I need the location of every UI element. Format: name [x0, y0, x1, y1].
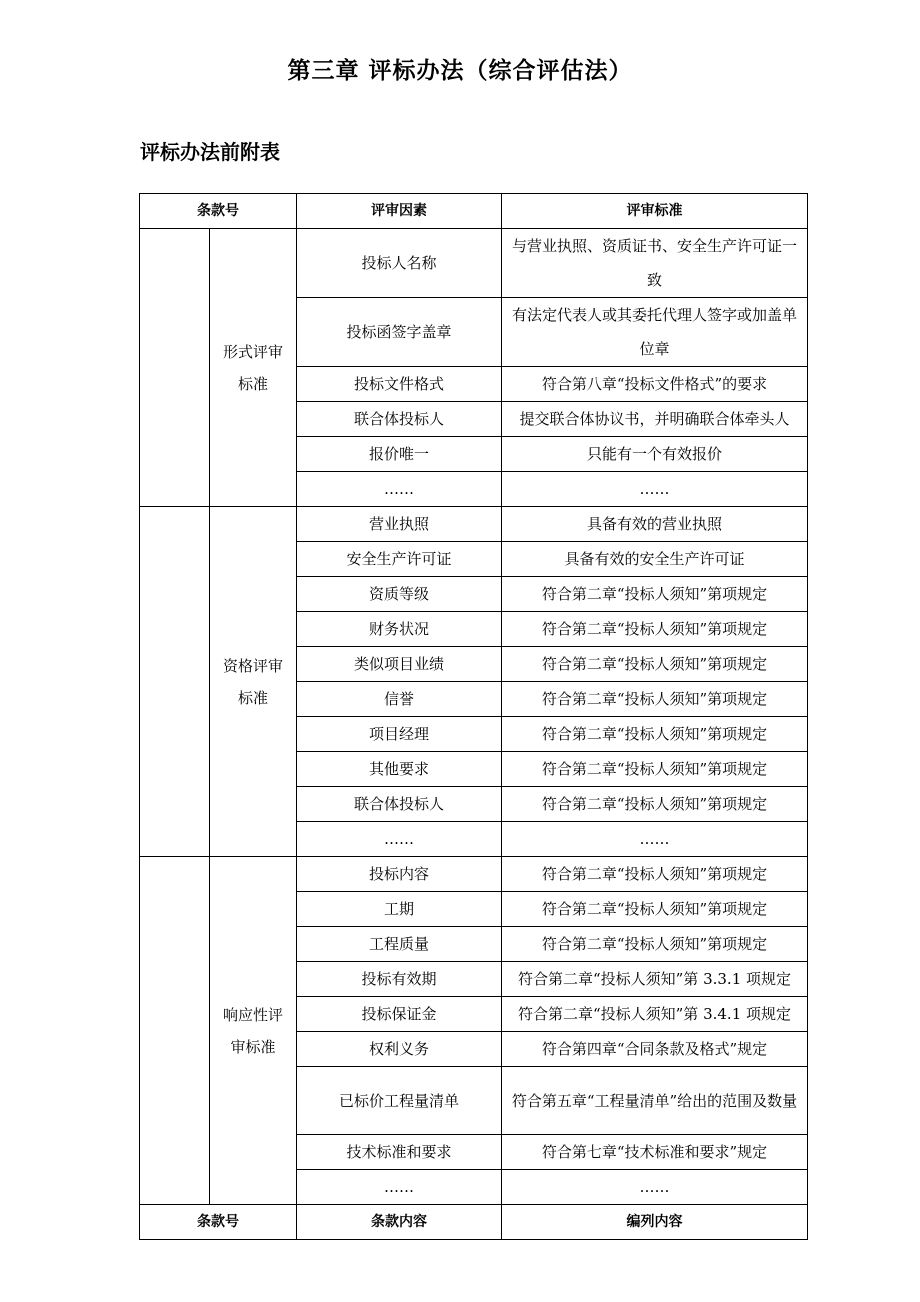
standard-cell: 符合第四章“合同条款及格式”规定: [502, 1032, 808, 1067]
footer-clause-no: 条款号: [140, 1205, 297, 1240]
factor-cell: 投标文件格式: [297, 367, 502, 402]
category-label: 响应性评 审标准: [222, 1005, 283, 1056]
standard-cell: 提交联合体协议书，并明确联合体牵头人: [502, 402, 808, 437]
factor-cell: 安全生产许可证: [297, 542, 502, 577]
standard-cell: 符合第二章“投标人须知”第项规定: [502, 752, 808, 787]
standard-cell: 符合第二章“投标人须知”第项规定: [502, 857, 808, 892]
standard-cell: 符合第五章“工程量清单”给出的范围及数量: [502, 1067, 808, 1135]
factor-cell: 信誉: [297, 682, 502, 717]
factor-cell: 联合体投标人: [297, 402, 502, 437]
table-caption: 评标办法前附表: [140, 140, 280, 164]
standard-cell: 符合第二章“投标人须知”第项规定: [502, 682, 808, 717]
factor-cell: 已标价工程量清单: [297, 1067, 502, 1135]
standard-cell: 符合第二章“投标人须知”第项规定: [502, 927, 808, 962]
factor-cell: 投标有效期: [297, 962, 502, 997]
standard-cell: ……: [502, 822, 808, 857]
clause-no-cell-qualification: [140, 507, 210, 857]
category-label: 资格评审 标准: [222, 656, 283, 707]
category-qualification: [210, 507, 297, 857]
standard-cell: 符合第二章“投标人须知”第项规定: [502, 892, 808, 927]
standard-cell: 与营业执照、资质证书、安全生产许可证一致: [502, 229, 808, 298]
factor-cell: 资质等级: [297, 577, 502, 612]
header-factor: 评审因素: [297, 194, 502, 229]
standard-cell: 具备有效的安全生产许可证: [502, 542, 808, 577]
standard-cell: 符合第二章“投标人须知”第 3.3.1 项规定: [502, 962, 808, 997]
standard-cell: 符合第二章“投标人须知”第 3.4.1 项规定: [502, 997, 808, 1032]
header-clause-no: 条款号: [140, 194, 297, 229]
standard-cell: 符合第二章“投标人须知”第项规定: [502, 647, 808, 682]
footer-listed-content: 编列内容: [502, 1205, 808, 1240]
factor-cell: 联合体投标人: [297, 787, 502, 822]
factor-cell: 技术标准和要求: [297, 1135, 502, 1170]
factor-cell: 类似项目业绩: [297, 647, 502, 682]
standard-cell: 符合第二章“投标人须知”第项规定: [502, 577, 808, 612]
evaluation-table: [139, 193, 808, 1240]
factor-cell: 工期: [297, 892, 502, 927]
clause-no-cell-responsive: [140, 857, 210, 1205]
clause-no-cell-formal: [140, 229, 210, 507]
factor-cell: 投标保证金: [297, 997, 502, 1032]
factor-cell: 财务状况: [297, 612, 502, 647]
factor-cell: 投标人名称: [297, 229, 502, 298]
factor-cell: 投标内容: [297, 857, 502, 892]
category-formal: [210, 229, 297, 507]
standard-cell: 有法定代表人或其委托代理人签字或加盖单位章: [502, 298, 808, 367]
footer-clause-content: 条款内容: [297, 1205, 502, 1240]
standard-cell: 只能有一个有效报价: [502, 437, 808, 472]
factor-cell: 权利义务: [297, 1032, 502, 1067]
factor-cell: 其他要求: [297, 752, 502, 787]
standard-cell: 符合第二章“投标人须知”第项规定: [502, 612, 808, 647]
standard-cell: 符合第二章“投标人须知”第项规定: [502, 787, 808, 822]
factor-cell: 项目经理: [297, 717, 502, 752]
standard-cell: ……: [502, 1170, 808, 1205]
factor-cell: 投标函签字盖章: [297, 298, 502, 367]
factor-cell: 营业执照: [297, 507, 502, 542]
standard-cell: ……: [502, 472, 808, 507]
standard-cell: 符合第七章“技术标准和要求”规定: [502, 1135, 808, 1170]
standard-cell: 具备有效的营业执照: [502, 507, 808, 542]
factor-cell: 报价唯一: [297, 437, 502, 472]
page-title: 第三章 评标办法（综合评估法）: [287, 58, 633, 84]
factor-cell: 工程质量: [297, 927, 502, 962]
factor-cell: ……: [297, 822, 502, 857]
standard-cell: 符合第二章“投标人须知”第项规定: [502, 717, 808, 752]
factor-cell: ……: [297, 472, 502, 507]
standard-cell: 符合第八章“投标文件格式”的要求: [502, 367, 808, 402]
category-responsive: [210, 857, 297, 1205]
factor-cell: ……: [297, 1170, 502, 1205]
category-label: 形式评审 标准: [222, 342, 283, 393]
header-standard: 评审标准: [502, 194, 808, 229]
